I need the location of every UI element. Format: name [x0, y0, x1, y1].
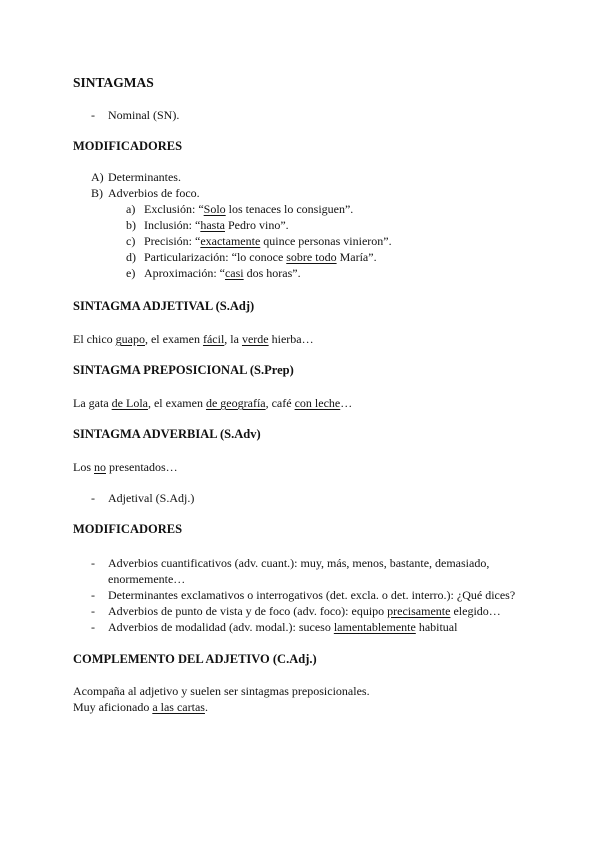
modificadores-heading-1: MODIFICADORES: [73, 139, 183, 153]
list-dash: -: [91, 620, 95, 634]
adjetival-heading: SINTAGMA ADJETIVAL (S.Adj): [73, 299, 255, 313]
modificador-item-modalidad: Adverbios de modalidad (adv. modal.): suceso lamentablemente habitual: [108, 620, 458, 634]
foco-item-exclusion: Exclusión: “Solo los tenaces lo consiguen”.: [144, 202, 354, 216]
foco-item-precision: Precisión: “exactamente quince personas vinieron”.: [144, 234, 392, 248]
underlined-word: no: [94, 460, 106, 474]
foco-item-particularizacion: Particularización: “lo conoce sobre todo María”.: [144, 250, 377, 264]
underlined-word: a las cartas: [152, 700, 205, 714]
modificador-item-cuantificativos: Adverbios cuantificativos (adv. cuant.): muy, más, menos, bastante, demasiado,: [108, 556, 490, 570]
underlined-word: Solo: [203, 202, 226, 216]
foco-item-aproximacion: Aproximación: “casi dos horas”.: [144, 266, 301, 280]
list-dash: -: [91, 588, 95, 602]
list-item: [91, 186, 103, 201]
underlined-word: sobre todo: [286, 250, 337, 264]
list-dash: -: [91, 491, 95, 505]
list-dash: -: [91, 108, 95, 122]
complemento-line-2: Muy aficionado a las cartas.: [73, 700, 208, 714]
nominal-item: Nominal (SN).: [108, 108, 180, 122]
preposicional-example: La gata de Lola, el examen de geografía, café con leche…: [73, 396, 353, 410]
page-title: SINTAGMAS: [73, 75, 154, 90]
list-marker: b): [126, 218, 136, 232]
list-marker: a): [126, 202, 136, 216]
underlined-word: casi: [224, 266, 244, 280]
adverbial-example: Los no presentados…: [73, 460, 178, 474]
list-item-text: Determinantes.: [108, 170, 181, 184]
modificador-item-exclamativos: Determinantes exclamativos o interrogativos (det. excla. o det. interro.): ¿Qué dices?: [108, 588, 516, 602]
list-marker: d): [126, 250, 136, 264]
modificadores-heading-2: MODIFICADORES: [73, 522, 183, 536]
preposicional-heading: SINTAGMA PREPOSICIONAL (S.Prep): [73, 363, 294, 377]
adjetival-example: El chico guapo, el examen fácil, la verde hierba…: [73, 332, 314, 346]
list-marker: c): [126, 234, 136, 248]
list-dash: -: [91, 556, 95, 570]
underlined-word: guapo: [115, 332, 145, 346]
modificador-item-punto-de-vista: Adverbios de punto de vista y de foco (adv. foco): equipo precisamente elegido…: [108, 604, 501, 618]
list-marker: A): [91, 170, 104, 184]
underlined-word: hasta: [200, 218, 225, 232]
list-marker: B): [91, 186, 103, 200]
underlined-word: con leche: [294, 396, 341, 410]
modificador-item-cuantificativos-cont: enormemente…: [108, 572, 186, 586]
underlined-word: de geografía: [205, 396, 266, 410]
underlined-word: lamentablemente: [333, 620, 416, 634]
list-marker: e): [126, 266, 136, 280]
foco-item-inclusion: Inclusión: “hasta Pedro vino”.: [144, 218, 289, 232]
underlined-word: exactamente: [200, 234, 261, 248]
adverbial-heading: SINTAGMA ADVERBIAL (S.Adv): [73, 427, 261, 441]
underlined-word: verde: [241, 332, 269, 346]
complemento-heading: COMPLEMENTO DEL ADJETIVO (C.Adj.): [73, 652, 317, 666]
list-dash: -: [91, 604, 95, 618]
list-item: [91, 170, 104, 185]
complemento-line-1: Acompaña al adjetivo y suelen ser sintagmas preposicionales.: [73, 684, 370, 698]
list-item-text: Adverbios de foco.: [108, 186, 200, 200]
underlined-word: fácil: [202, 332, 225, 346]
underlined-word: precisamente: [387, 604, 451, 618]
adjetival-item: Adjetival (S.Adj.): [108, 491, 195, 505]
underlined-word: de Lola: [111, 396, 148, 410]
